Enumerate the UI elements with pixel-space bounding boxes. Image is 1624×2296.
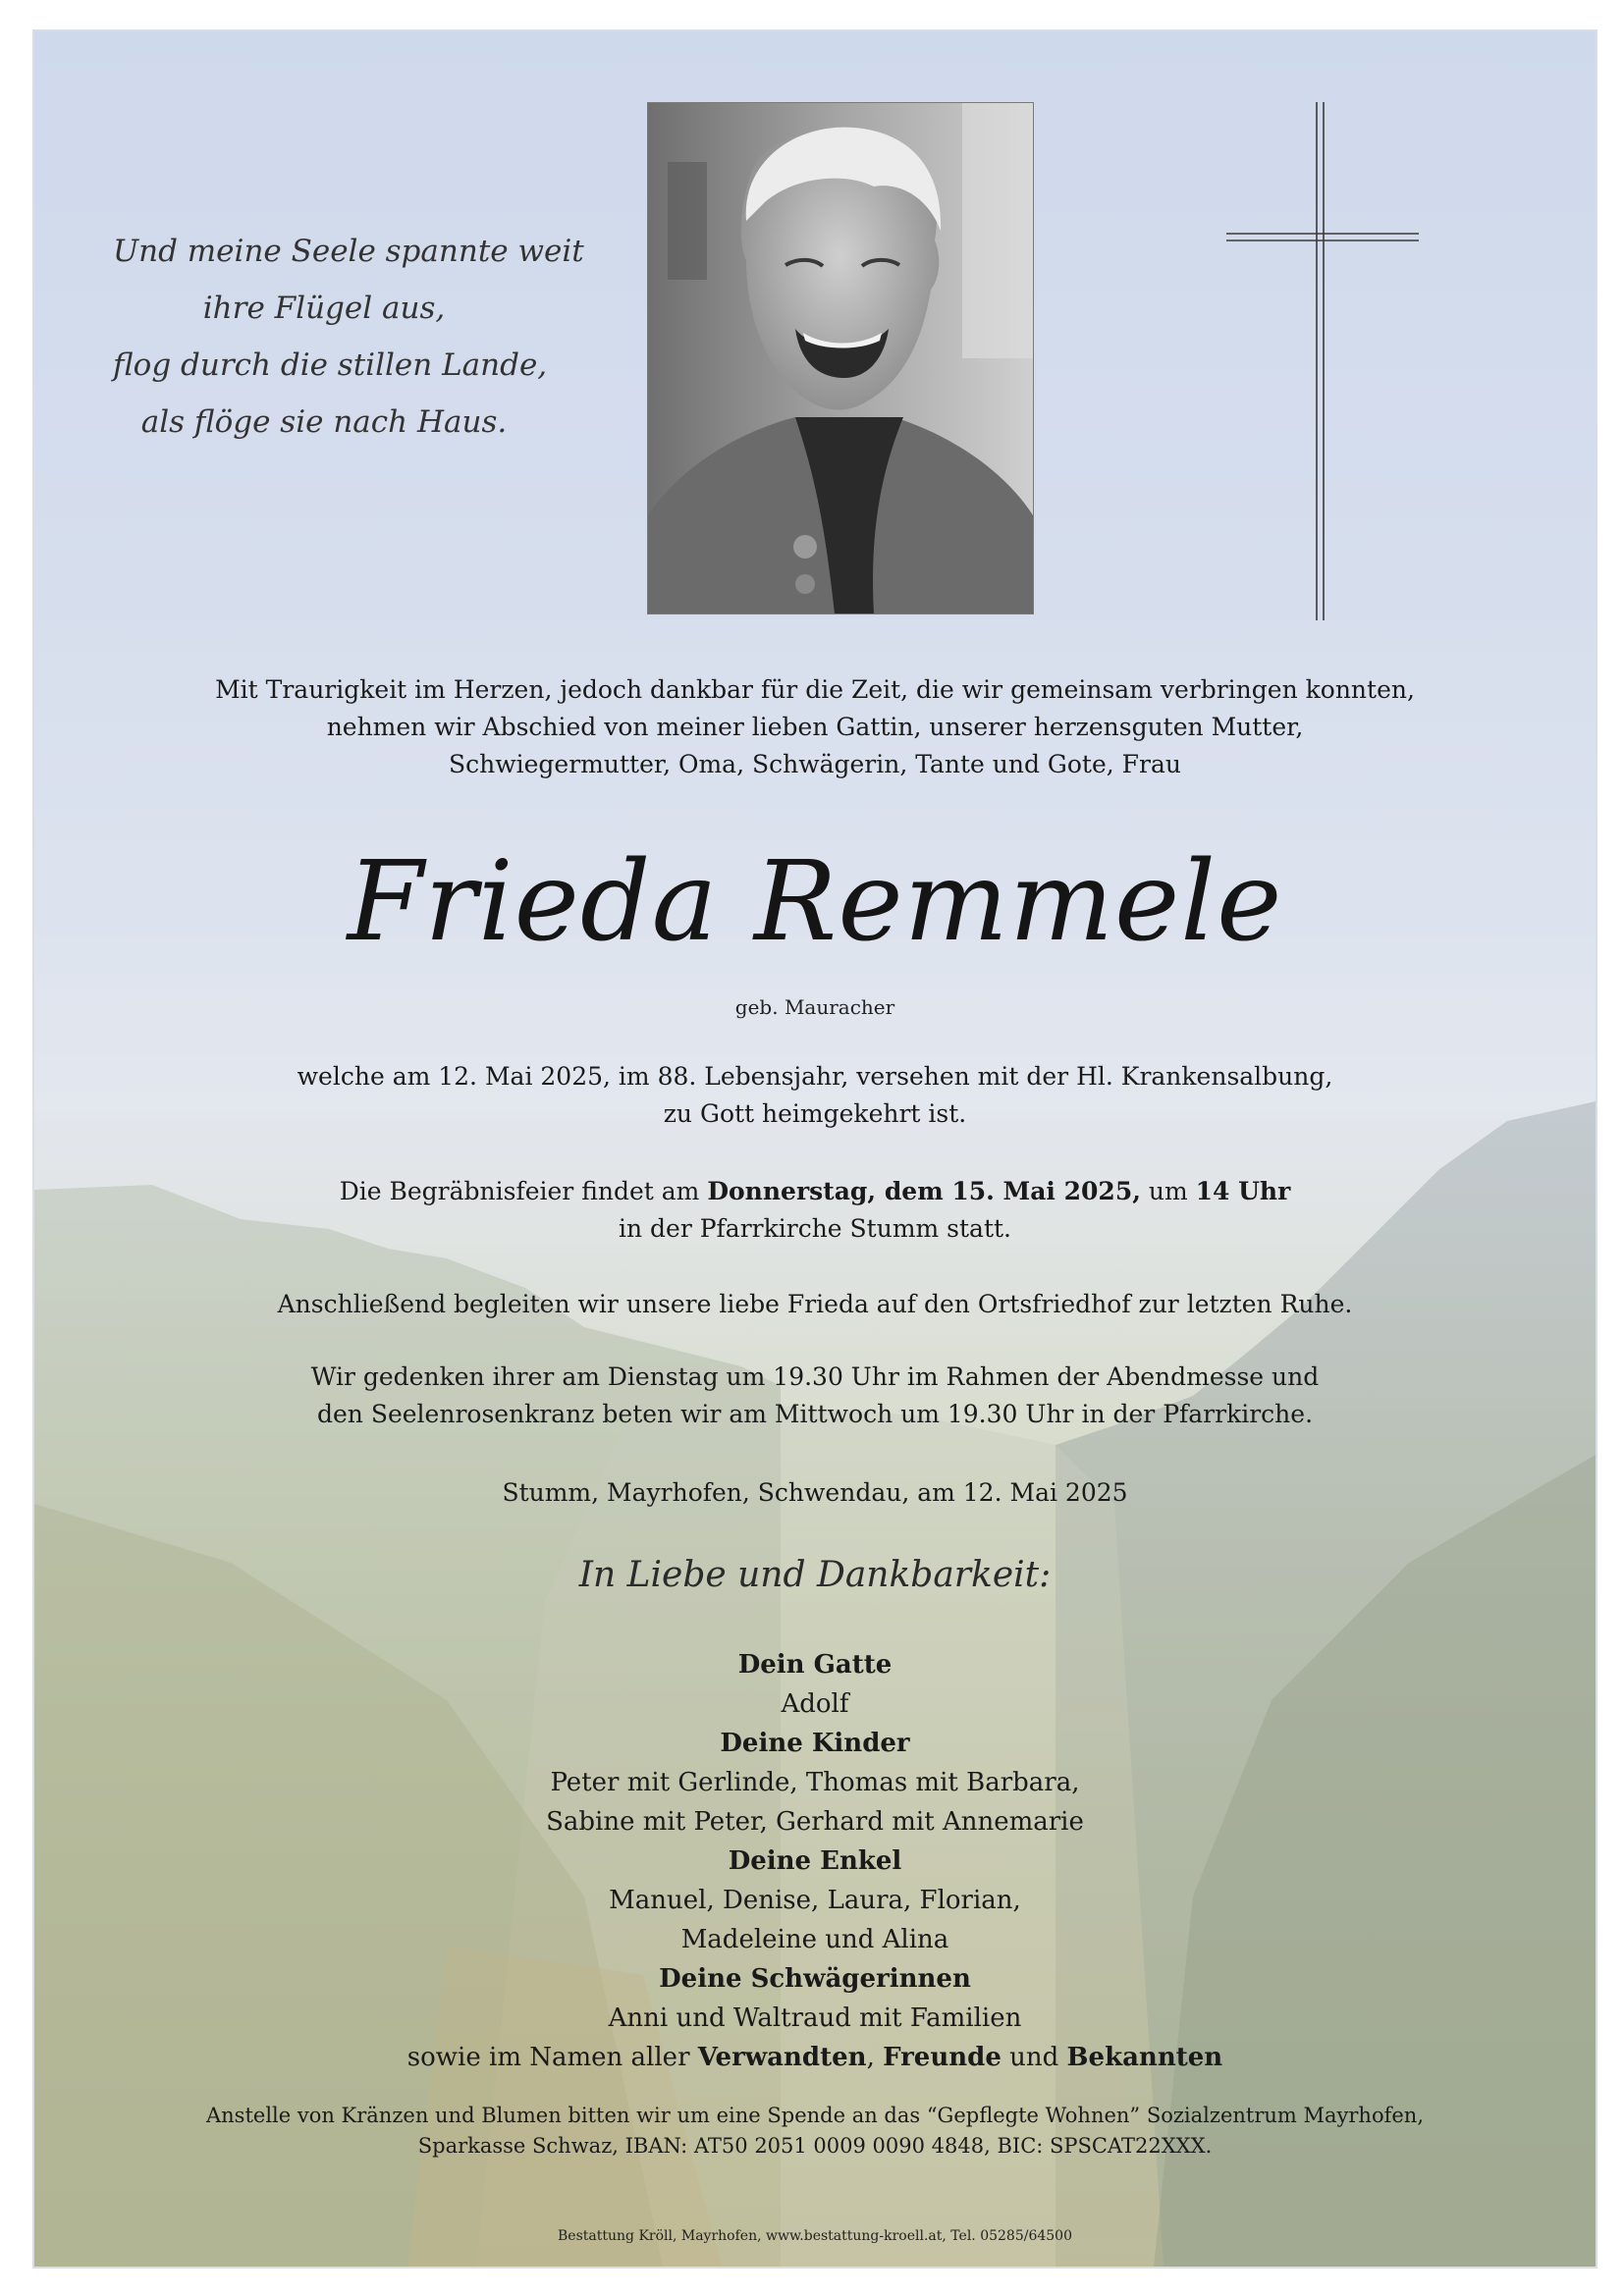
- children-line-1: Peter mit Gerlinde, Thomas mit Barbara,: [550, 1768, 1080, 1797]
- obituary-card: [32, 29, 1597, 2269]
- cross-icon: [1224, 102, 1421, 620]
- funeral-day: Donnerstag, dem 15. Mai 2025,: [707, 1177, 1141, 1205]
- memorial-info: [34, 1359, 1596, 1433]
- relatives: Verwandten: [697, 2043, 867, 2072]
- grandchildren-line-2: Madeleine und Alina: [680, 1925, 949, 1954]
- sisters-in-law-title: Deine Schwägerinnen: [659, 1964, 971, 1994]
- maiden-name: geb. Mauracher: [734, 995, 895, 1019]
- grandchildren-line-1: Manuel, Denise, Laura, Florian,: [609, 1886, 1021, 1915]
- intro-line-3: Schwiegermutter, Oma, Schwägerin, Tante und Gote, Frau: [449, 750, 1181, 778]
- burial-info: Anschließend begleiten wir unsere liebe Frieda auf den Ortsfriedhof zur letzten Ruhe.: [277, 1290, 1353, 1318]
- funeral-line-1: [34, 1173, 1596, 1210]
- deceased-name: Frieda Remmele: [347, 838, 1283, 966]
- portrait-photo: [647, 102, 1034, 614]
- friends: Freunde: [883, 2043, 1001, 2072]
- intro-text: [34, 671, 1596, 783]
- funeral-home-footer: Bestattung Kröll, Mayrhofen, www.bestattung-kroell.at, Tel. 05285/64500: [558, 2228, 1072, 2244]
- donation-note: [34, 2101, 1596, 2162]
- closing-line: [34, 2038, 1596, 2077]
- place-date: Stumm, Mayrhofen, Schwendau, am 12. Mai 2025: [502, 1478, 1128, 1507]
- children-line-2: Sabine mit Peter, Gerhard mit Annemarie: [546, 1807, 1084, 1837]
- intro-line-2: nehmen wir Abschied von meiner lieben Gattin, unserer herzensguten Mutter,: [326, 713, 1304, 741]
- funeral-mid: um: [1140, 1177, 1196, 1205]
- funeral-time: 14 Uhr: [1195, 1177, 1291, 1205]
- children-title: Deine Kinder: [720, 1729, 910, 1758]
- death-line-1: welche am 12. Mai 2025, im 88. Lebensjahr, versehen mit der Hl. Krankensalbung,: [297, 1062, 1333, 1091]
- closing-sep-2: und: [1001, 2043, 1067, 2072]
- death-line-2: zu Gott heimgekehrt ist.: [663, 1099, 967, 1128]
- family-list: [34, 1645, 1596, 2077]
- thanks-heading: In Liebe und Dankbarkeit:: [578, 1555, 1052, 1595]
- poem-quote: [113, 223, 584, 451]
- grandchildren-title: Deine Enkel: [728, 1846, 902, 1876]
- memorial-line-1: Wir gedenken ihrer am Dienstag um 19.30 Uhr im Rahmen der Abendmesse und: [310, 1362, 1320, 1391]
- portrait-illustration: [648, 103, 1033, 614]
- closing-sep-1: ,: [866, 2043, 884, 2072]
- funeral-info: [34, 1173, 1596, 1248]
- donation-line-2: Sparkasse Schwaz, IBAN: AT50 2051 0009 0090 4848, BIC: SPSCAT22XXX.: [417, 2134, 1213, 2158]
- poem-line-3: flog durch die stillen Lande,: [113, 347, 548, 383]
- spouse-name: Adolf: [781, 1689, 849, 1719]
- memorial-line-2: den Seelenrosenkranz beten wir am Mittwoch um 19.30 Uhr in der Pfarrkirche.: [316, 1400, 1314, 1428]
- sisters-in-law-names: Anni und Waltraud mit Familien: [608, 2003, 1022, 2033]
- donation-line-1: Anstelle von Kränzen und Blumen bitten wir um eine Spende an das “Gepflegte Wohnen” Sozialzentrum Mayrhofen,: [205, 2104, 1424, 2127]
- closing-prefix: sowie im Namen aller: [406, 2043, 698, 2072]
- poem-line-1: Und meine Seele spannte weit: [113, 234, 584, 269]
- poem-line-4: als flöge sie nach Haus.: [140, 404, 508, 440]
- spouse-title: Dein Gatte: [737, 1650, 893, 1680]
- intro-line-1: Mit Traurigkeit im Herzen, jedoch dankbar für die Zeit, die wir gemeinsam verbringen konnten,: [215, 675, 1415, 704]
- acquaintances: Bekannten: [1066, 2043, 1223, 2072]
- poem-line-2: ihre Flügel aus,: [202, 291, 446, 326]
- funeral-prefix: Die Begräbnisfeier findet am: [339, 1177, 708, 1205]
- funeral-line-2: in der Pfarrkirche Stumm statt.: [618, 1214, 1011, 1243]
- death-notice: [34, 1058, 1596, 1133]
